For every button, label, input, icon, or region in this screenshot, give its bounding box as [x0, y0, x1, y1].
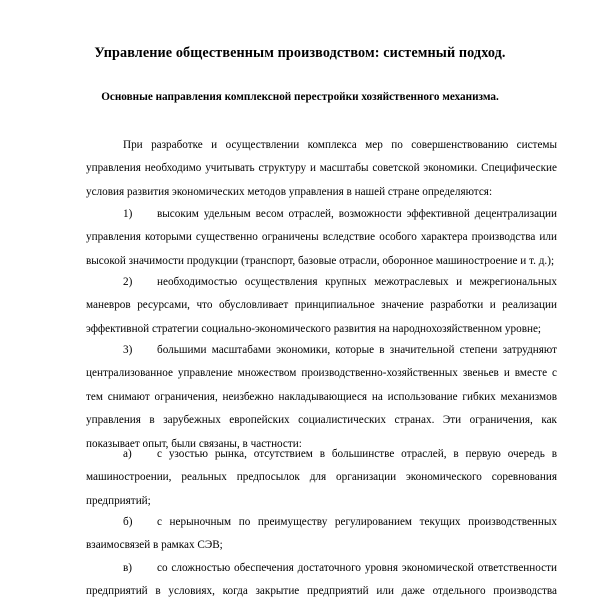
list-item-line: централизованное управление множеством производственно-хозяйственных звеньев и вместе с: [86, 367, 557, 380]
list-item-b: [86, 511, 557, 558]
list-item-a: [86, 443, 557, 513]
list-item-2: [86, 271, 557, 341]
list-item-first-line: [86, 271, 557, 294]
list-item-line: высоким удельным весом отраслей, возможности эффективной децентрализации: [157, 208, 557, 220]
list-item-line: тем снимают ограничения, неизбежно накладывающиеся на использование гибких механизмов: [86, 390, 557, 403]
list-item-line: необходимостью осуществления крупных межотраслевых и межрегиональных: [157, 276, 557, 288]
list-item-line: управления которыми существенно ограничены вследствие особого характера производства или: [86, 231, 557, 244]
list-item-line: машиностроении, реальных предпосылок для организации экономического соревнования: [86, 471, 557, 484]
list-item-line: предприятий в условиях, когда закрытие предприятий или даже отдельного производства: [86, 585, 557, 598]
list-item-1: [86, 203, 557, 273]
intro-paragraph: [86, 134, 557, 204]
list-item-first-line: [86, 511, 557, 534]
list-item-line: показывает опыт, были связаны, в частности:: [86, 437, 302, 450]
list-item-3: [86, 339, 557, 456]
list-item-marker: 2): [123, 276, 133, 288]
list-item-marker: а): [123, 448, 132, 460]
list-item-line: взаимосвязей в рамках СЭВ;: [86, 539, 223, 552]
intro-line: При разработке и осуществлении комплекса мер по совершенствованию системы: [123, 139, 557, 151]
list-item-line: управления в зарубежных европейских социалистических странах. Эти ограничения, как: [86, 414, 557, 427]
list-item-first-line: [86, 339, 557, 362]
list-item-marker: 1): [123, 208, 133, 220]
list-item-line: большими масштабами экономики, которые в значительной степени затрудняют: [157, 344, 557, 356]
document-subtitle: Основные направления комплексной перестройки хозяйственного механизма.: [101, 91, 499, 103]
list-item-line: маневров ресурсами, что обусловливает принципиальное значение разработки и реализации: [86, 299, 557, 312]
intro-line: управления необходимо учитывать структуру и масштабы советской экономики. Специфические: [86, 162, 557, 175]
list-item-line: со сложностью обеспечения достаточного уровня экономической ответственности: [157, 562, 557, 574]
list-item-line: высокой значимости продукции (транспорт, базовые отрасли, оборонное машиностроение и т. д.);: [86, 254, 555, 267]
document-title: Управление общественным производством: системный подход.: [94, 45, 506, 61]
list-item-first-line: [86, 557, 557, 580]
list-item-first-line: [86, 443, 557, 466]
list-item-line: эффективной стратегии социально-экономического развития на народнохозяйственном уровне;: [86, 322, 542, 335]
intro-line: условия развития экономических методов управления в нашей стране определяются:: [86, 185, 493, 198]
list-item-line: с узостью рынка, отсутствием в большинстве отраслей, в первую очередь в: [157, 448, 557, 460]
list-item-v: [86, 557, 557, 604]
list-item-first-line: [86, 203, 557, 226]
list-item-line: с нерыночным по преимуществу регулированием текущих производственных: [157, 516, 557, 528]
list-item-marker: 3): [123, 344, 133, 356]
list-item-marker: б): [123, 516, 133, 528]
list-item-marker: в): [123, 562, 133, 574]
list-item-line: предприятий;: [86, 494, 151, 507]
